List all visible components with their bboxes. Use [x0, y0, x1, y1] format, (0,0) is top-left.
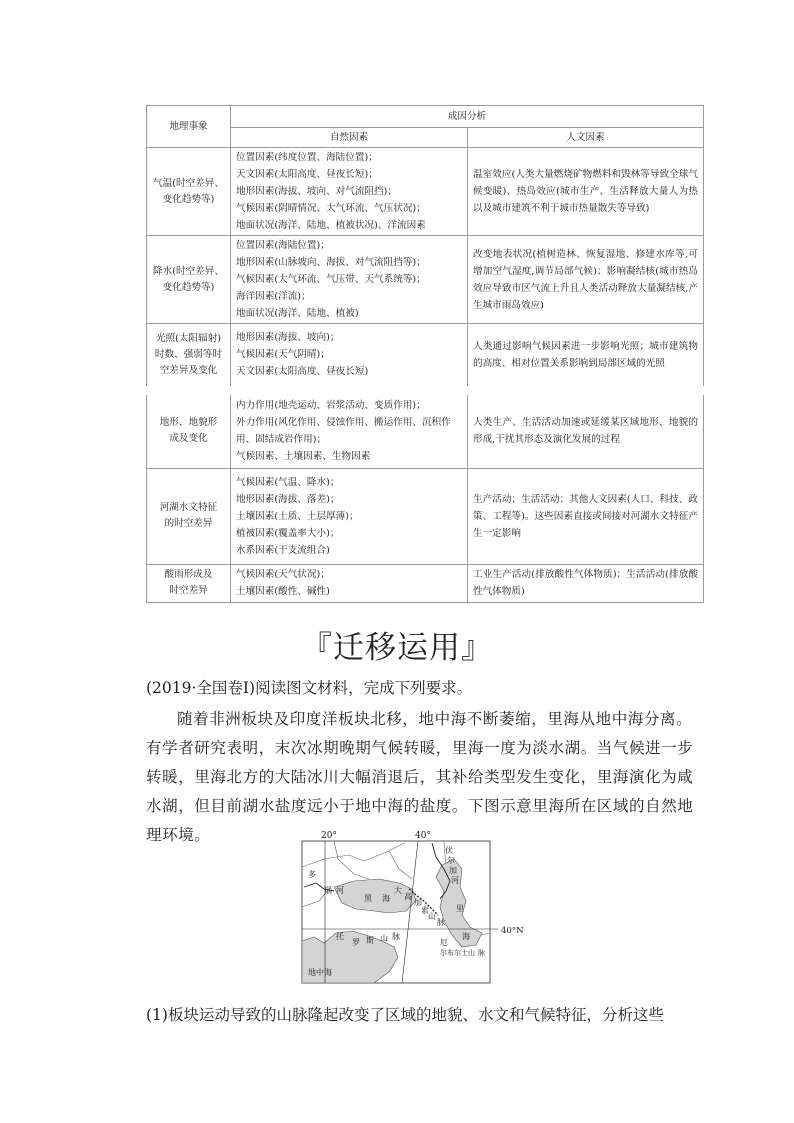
question-source: (2019·全国卷Ⅰ)阅读图文材料，完成下列要求。 [146, 679, 473, 697]
caucasus-label: 脉 [437, 918, 445, 927]
row-natural: 位置因素(海陆位置)； 地形因素(山脉坡向、海拔、对气流阻挡等)； 气候因素(大气环流、气压带、天气系统等)； 海洋因素(洋流)； 地面状况(海洋、陆地、植被) [231, 236, 468, 324]
caucasus-label: 加 [414, 898, 422, 907]
black-sea-label: 海 [382, 894, 390, 903]
danube-label: 河 [336, 886, 344, 895]
table-row [147, 324, 704, 386]
header-human: 人文因素 [468, 128, 704, 148]
row-natural: 地形因素(海拔、坡向)； 气候因素(天气阴晴)； 天文因素(太阳高度、昼夜长短) [231, 324, 468, 386]
caucasus-label: 高 [404, 892, 412, 901]
elburz-label: 尔布尔士山 [440, 949, 475, 957]
taurus-label: 罗 [352, 938, 360, 947]
table-row [147, 148, 704, 236]
row-event: 地形、地貌形 成及变化 [147, 395, 231, 468]
row-human: 工业生产活动(排放酸性气体物质)；生活活动(排放酸性气体物质) [468, 564, 704, 602]
danube-label: 瑙 [324, 886, 332, 895]
caucasus-label: 山 [428, 912, 436, 921]
row-natural: 气候因素(气温、降水)； 地形因素(海拔、落差)； 土壤因素(土质、土层厚薄)； 植被因素(覆盖率大小)； 水系因素(干支流组合) [231, 468, 468, 564]
row-human: 人类通过影响气候因素进一步影响光照；城市建筑物的高度、相对位置关系影响到局部区域的光照 [468, 324, 704, 386]
taurus-label: 托 [336, 932, 344, 941]
header-cause: 成因分析 [231, 106, 704, 128]
lon-40-label: 40° [415, 831, 431, 841]
row-natural: 内力作用(地壳运动、岩浆活动、变质作用)； 外力作用(风化作用、侵蚀作用、搬运作用、沉积作 用、固结成岩作用)； 气候因素、土壤因素、生物因素 [231, 395, 468, 468]
black-sea-label: 黑 [364, 894, 372, 903]
row-human: 人类生产、生活活动加速或延缓某区域地形、地貌的形成,干扰其形态及演化发展的过程 [468, 395, 704, 468]
lon-20-label: 20° [321, 831, 337, 841]
factor-table-part-2 [146, 395, 704, 603]
row-event: 气温(时空差异、 变化趋势等) [147, 148, 231, 236]
row-event: 酸雨形成及 时空差异 [147, 564, 231, 602]
question-1: (1)板块运动导致的山脉隆起改变了区域的地貌、水文和气候特征，分析这些 [146, 1006, 664, 1024]
row-event: 河湖水文特征 的时空差异 [147, 468, 231, 564]
header-event: 地理事象 [147, 106, 231, 148]
row-natural: 位置因素(纬度位置、海陆位置)； 天文因素(太阳高度、昼夜长短)； 地形因素(海拔、坡向、对气流阻挡)； 气候因素(阴晴情况、大气环流、气压状况)； 地面状况(海洋、陆地、植被状况)、洋流因素 [231, 148, 468, 236]
caspian-label: 海 [462, 932, 470, 941]
volga-label: 伏 [445, 846, 453, 855]
table-row [147, 468, 704, 564]
volga-label: 河 [451, 876, 459, 885]
caucasus-label: 大 [394, 886, 402, 895]
lat-40n-label: 40°N [501, 926, 524, 936]
section-title: 『迁移运用』 [301, 630, 493, 666]
caspian-label: 里 [456, 904, 464, 913]
mediterranean-label: 地中海 [308, 968, 332, 977]
row-human: 改变地表状况(植树造林、恢复湿地、修建水库等,可增加空气湿度,调节局部气候)；影响凝结核(城市热岛效应导致市区气流上升且人类活动释放大量凝结核,产生城市雨岛效应) [468, 236, 704, 324]
danube-label: 多 [308, 870, 316, 879]
volga-label: 加 [449, 866, 457, 875]
caspian-region-map [294, 829, 534, 987]
elburz-label: 脉 [478, 949, 485, 957]
elburz-label: 厄 [440, 938, 448, 947]
row-natural: 气候因素(天气状况)； 土壤因素(酸性、碱性) [231, 564, 468, 602]
caucasus-label: 索 [421, 906, 429, 915]
taurus-label: 斯 [366, 936, 374, 945]
table-row [147, 236, 704, 324]
taurus-label: 脉 [392, 932, 400, 941]
row-event: 光照(太阳辐射) 时数、强弱等时 空差异及变化 [147, 324, 231, 386]
factor-table-part-1 [146, 105, 704, 386]
row-event: 降水(时空差异、 变化趋势等) [147, 236, 231, 324]
header-natural: 自然因素 [231, 128, 468, 148]
table-row [147, 395, 704, 468]
taurus-label: 山 [380, 934, 388, 943]
volga-label: 尔 [447, 856, 455, 865]
passage: 随着非洲板块及印度洋板块北移，地中海不断萎缩，里海从地中海分离。有学者研究表明，末次冰期晚期气候转暖，里海一度为淡水湖。当气候进一步转暖，里海北方的大陆冰川大幅消退后，其补给类型发生变化，里海演化为咸水湖，但目前湖水盐度远小于地中海的盐度。下图示意里海所在区域的自然地理环境。 [146, 710, 694, 844]
row-human: 温室效应(人类大量燃烧矿物燃料和毁林等导致全球气候变暖)、热岛效应(城市生产、生活释放大量人为热以及城市建筑不利于城市热量散失等导致) [468, 148, 704, 236]
table-row [147, 564, 704, 602]
row-human: 生产活动；生活活动；其他人文因素(人口、科技、政策、工程等)。这些因素直接或间接对河湖水文特征产生一定影响 [468, 468, 704, 564]
